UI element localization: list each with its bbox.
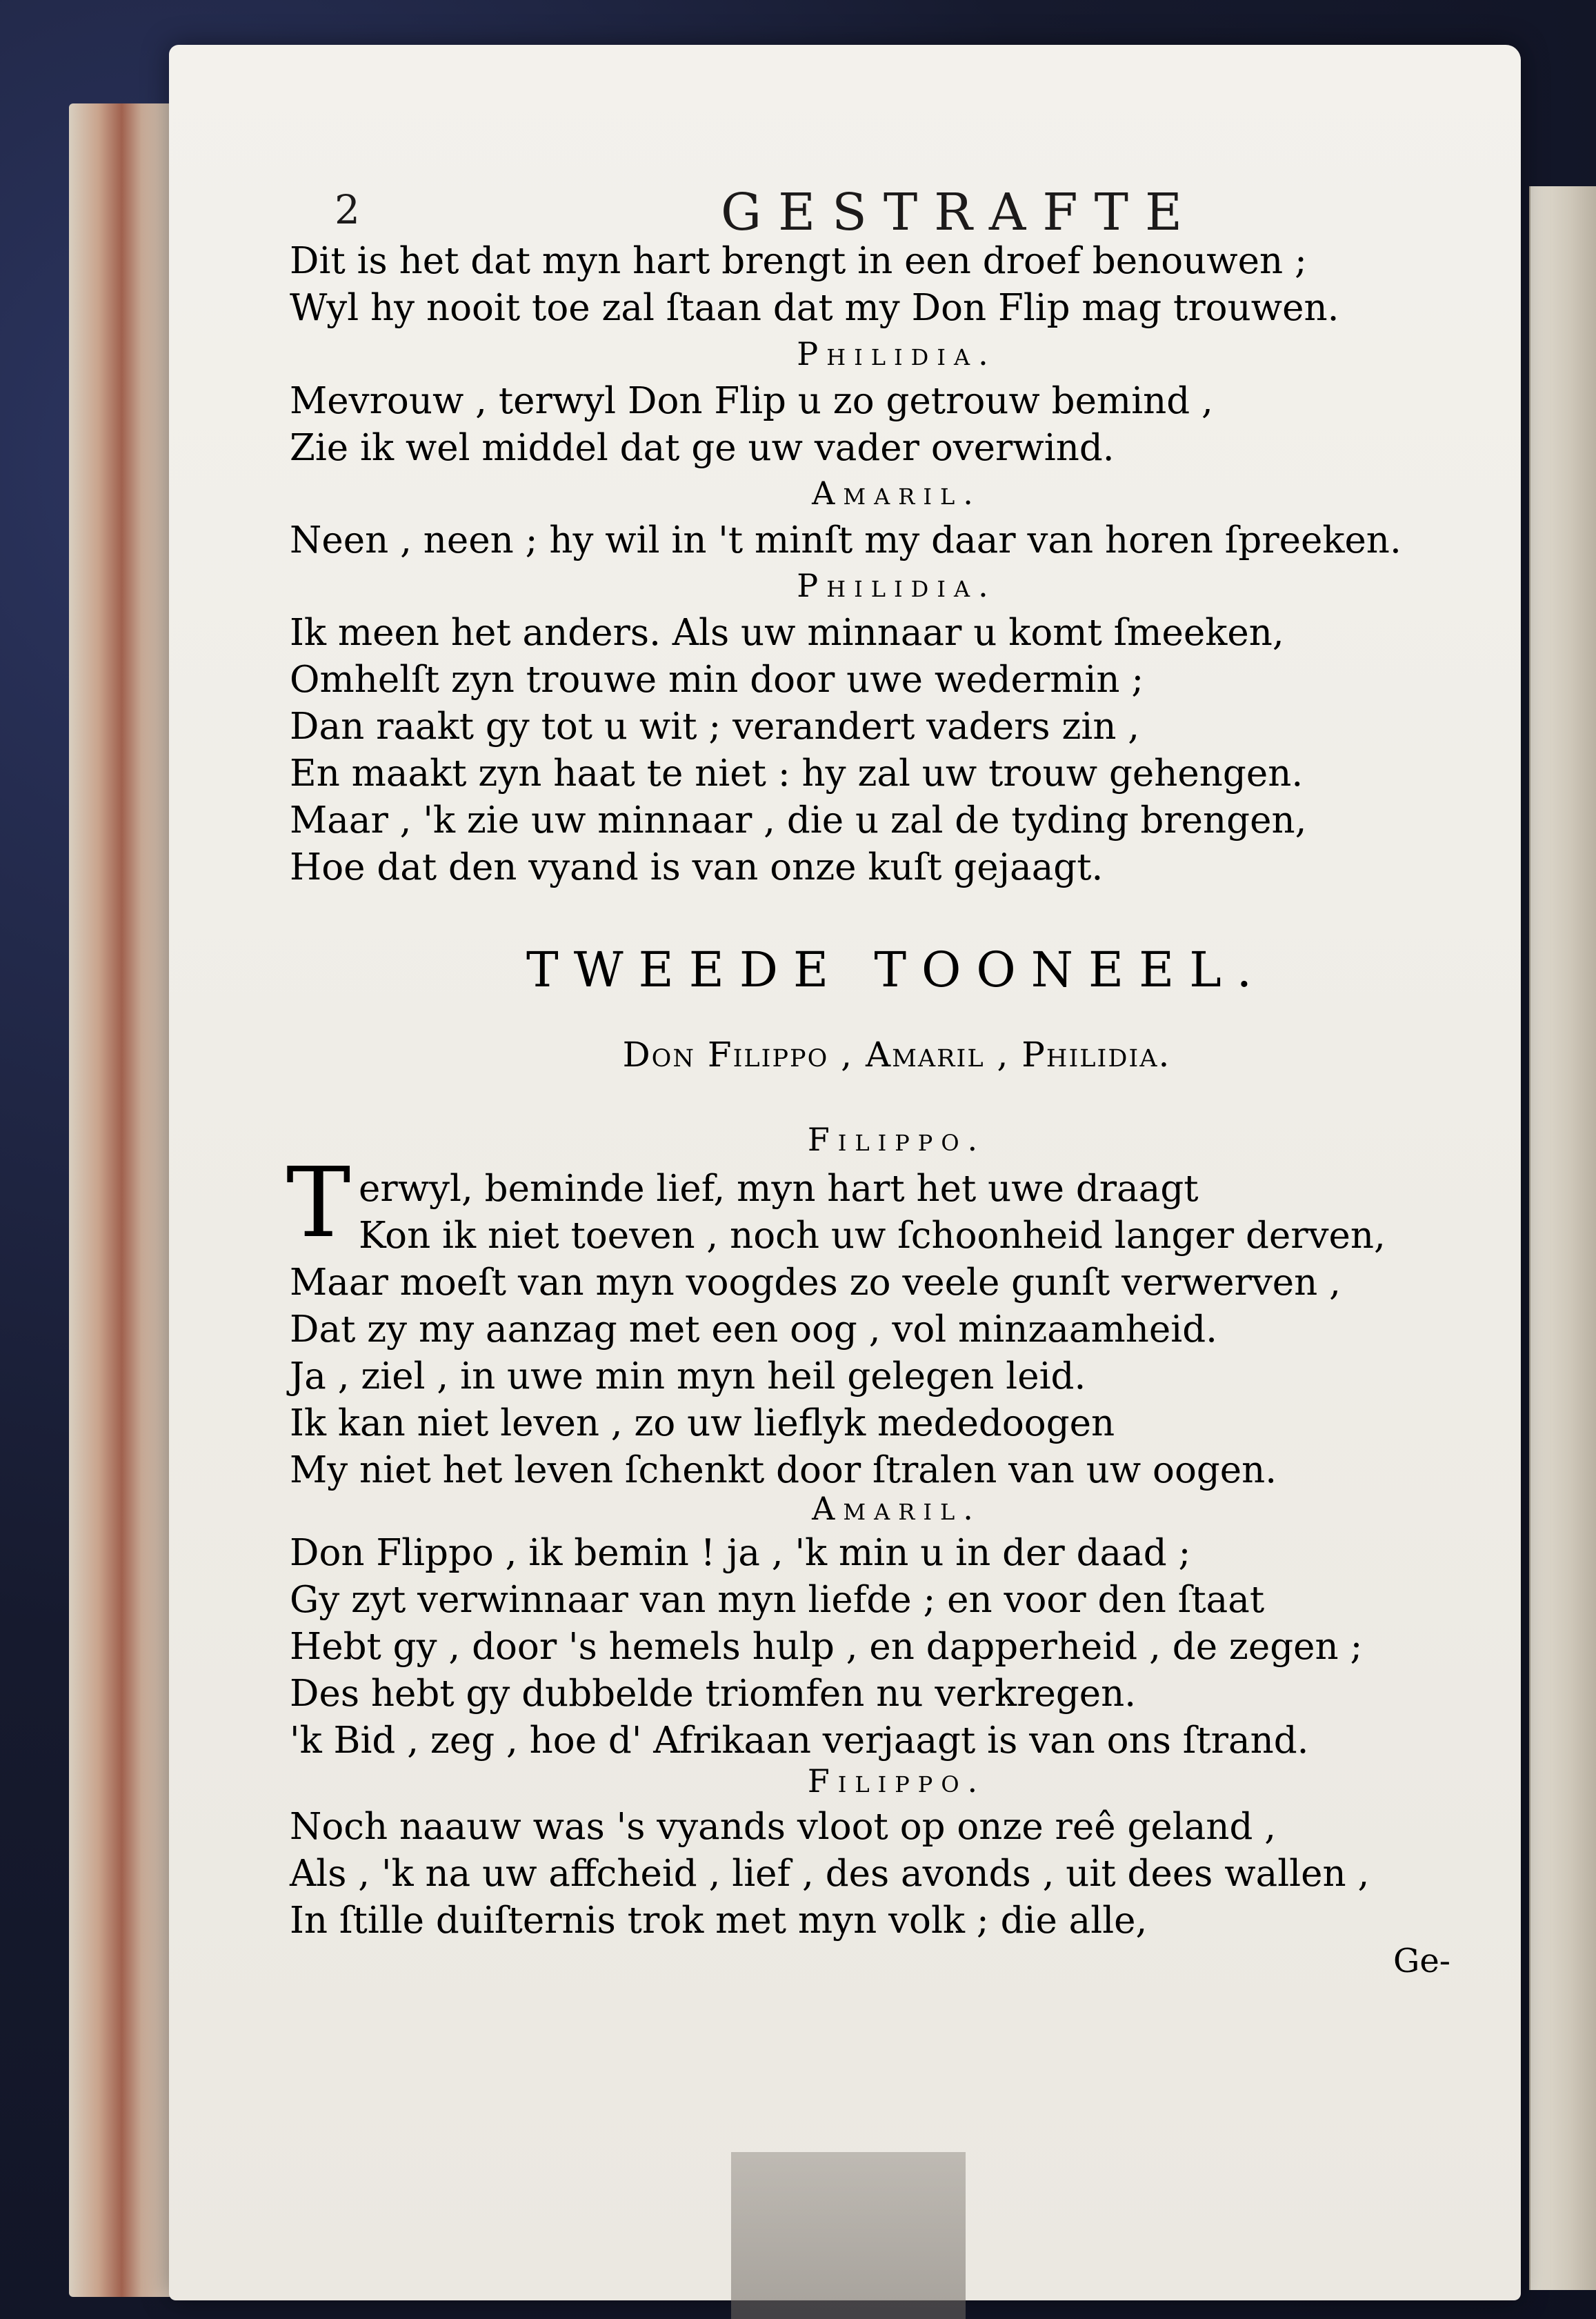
verse-line: Zie ik wel middel dat ge uw vader overwind. <box>290 427 1115 469</box>
speaker-label: Amaril. <box>812 1490 981 1527</box>
verse-line: Ik kan niet leven , zo uw lieflyk mededoogen <box>290 1402 1115 1444</box>
catchword: Ge- <box>1393 1942 1450 1980</box>
verse-line: Mevrouw , terwyl Don Flip u zo getrouw bemind , <box>290 380 1213 422</box>
drop-cap: T <box>286 1147 351 1260</box>
verse-line: Als , 'k na uw affcheid , lief , des avonds , uit dees wallen , <box>290 1853 1370 1895</box>
verse-line: 'k Bid , zeg , hoe d' Afrikaan verjaagt is van ons ſtrand. <box>290 1720 1309 1762</box>
verse-line: My niet het leven ſchenkt door ſtralen van uw oogen. <box>290 1449 1277 1491</box>
page-number: 2 <box>335 186 360 233</box>
running-title: GESTRAFTE <box>721 183 1199 242</box>
speaker-label: Philidia. <box>797 567 997 604</box>
speaker-label: Filippo. <box>807 1121 986 1158</box>
cast-list: Don Filippo , Amaril , Philidia. <box>622 1035 1171 1075</box>
verse-line: Noch naauw was 's vyands vloot op onze reê geland , <box>290 1806 1277 1848</box>
speaker-label: Filippo. <box>807 1762 986 1800</box>
facing-page-edge <box>1529 186 1596 2290</box>
verse-line: Des hebt gy dubbelde triomfen nu verkregen. <box>290 1673 1137 1715</box>
verse-line: Kon ik niet toeven , noch uw ſchoonheid langer derven, <box>359 1215 1386 1257</box>
verse-line: Omhelſt zyn trouwe min door uwe wedermin ; <box>290 659 1144 701</box>
scene-title: TWEEDE TOONEEL. <box>526 942 1267 998</box>
verse-line: Ja , ziel , in uwe min myn heil gelegen leid. <box>290 1355 1086 1397</box>
speaker-label: Philidia. <box>797 335 997 372</box>
verse-line: Wyl hy nooit toe zal ſtaan dat my Don Flip mag trouwen. <box>290 287 1339 329</box>
verse-line: Maar , 'k zie uw minnaar , die u zal de tyding brengen, <box>290 799 1307 842</box>
verse-line: Hebt gy , door 's hemels hulp , en dapperheid , de zegen ; <box>290 1626 1363 1668</box>
verse-line: Gy zyt verwinnaar van myn liefde ; en voor den ſtaat <box>290 1579 1265 1621</box>
verse-line: Dan raakt gy tot u wit ; verandert vaders zin , <box>290 706 1140 748</box>
verse-line: erwyl, beminde lief, myn hart het uwe draagt <box>359 1168 1199 1210</box>
verse-line: Ik meen het anders. Als uw minnaar u komt ſmeeken, <box>290 612 1284 654</box>
verse-line: Maar moeſt van myn voogdes zo veele gunſt verwerven , <box>290 1262 1341 1304</box>
verse-line: Hoe dat den vyand is van onze kuſt gejaagt. <box>290 846 1104 888</box>
speaker-label: Amaril. <box>812 475 981 512</box>
verse-line: Dit is het dat myn hart brengt in een droef benouwen ; <box>290 240 1307 282</box>
verse-line: Dat zy my aanzag met een oog , vol minzaamheid. <box>290 1308 1217 1351</box>
verse-line: Neen , neen ; hy wil in 't minſt my daar van horen ſpreeken. <box>290 519 1402 561</box>
verse-line: En maakt zyn haat te niet : hy zal uw trouw gehengen. <box>290 753 1304 795</box>
verse-line: In ſtille duiſternis trok met myn volk ; die alle, <box>290 1900 1148 1942</box>
verse-line: Don Flippo , ik bemin ! ja , 'k min u in der daad ; <box>290 1532 1191 1574</box>
page-shadow <box>731 2152 966 2319</box>
